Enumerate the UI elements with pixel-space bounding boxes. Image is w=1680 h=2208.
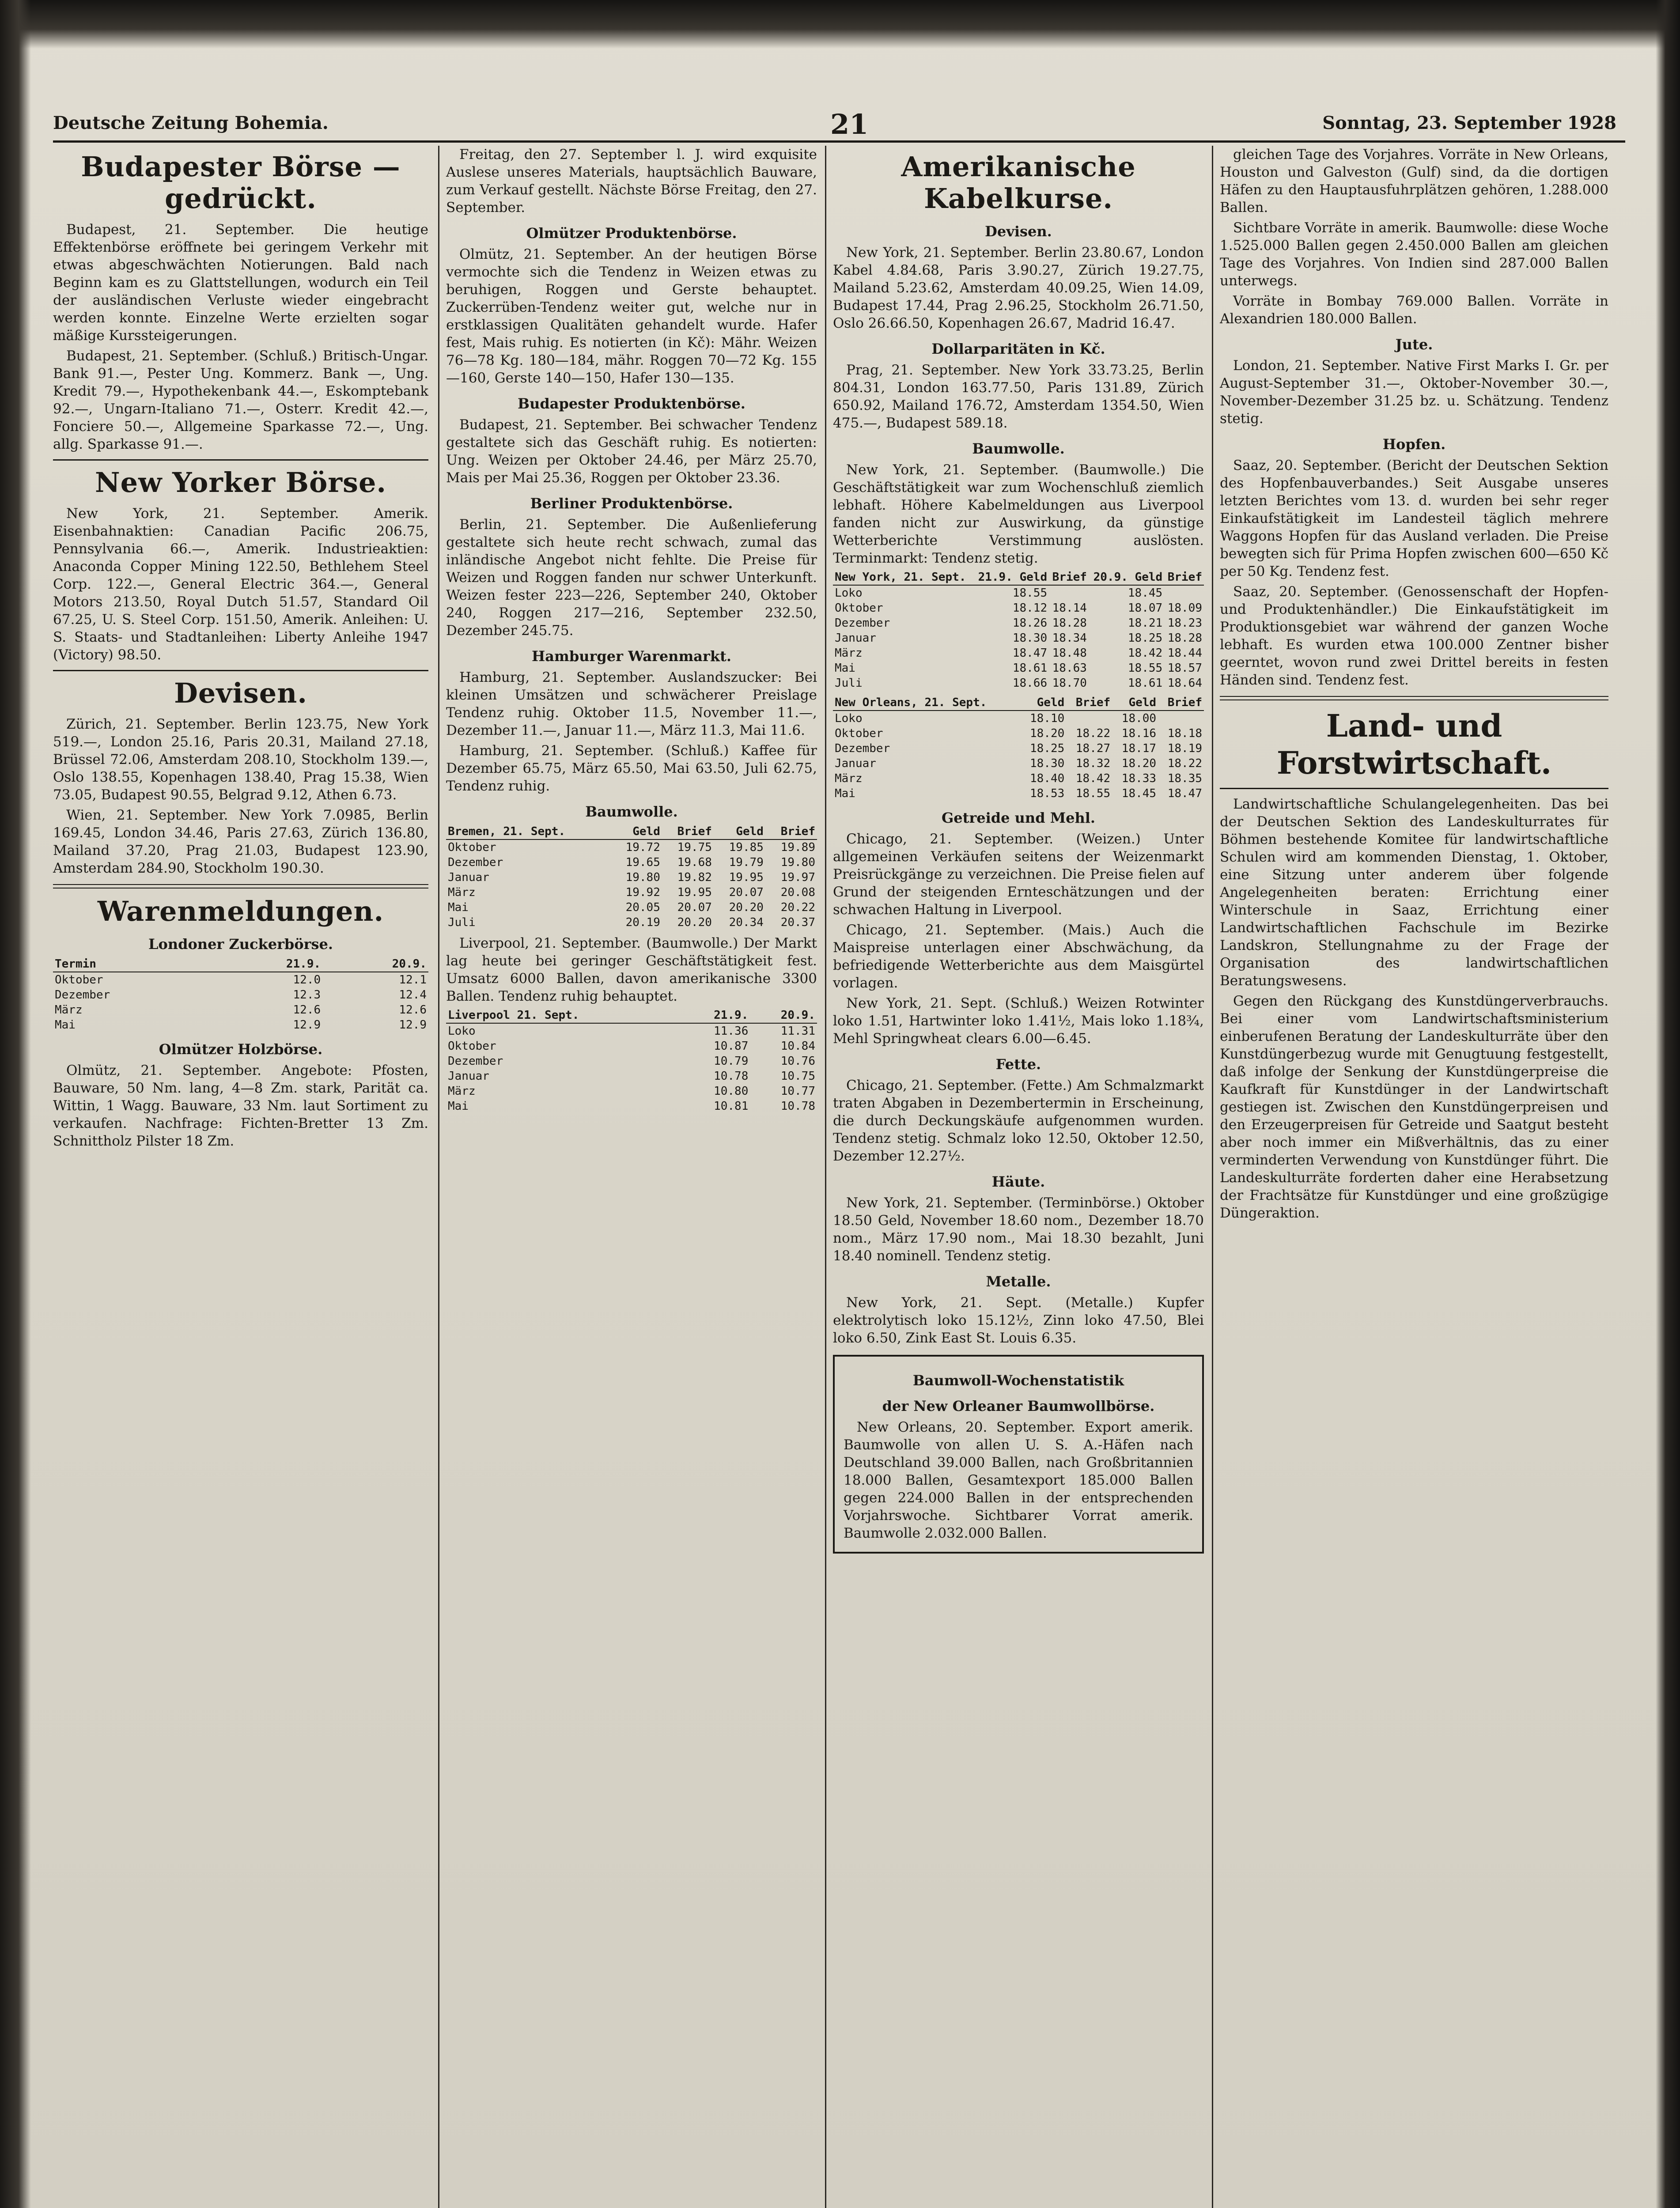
table-cell [1066, 711, 1112, 726]
table-header: Brief [1049, 570, 1089, 585]
table-row [833, 771, 1204, 786]
section-heading: Land- und Forstwirtschaft. [1276, 707, 1552, 781]
table-row [833, 741, 1204, 756]
table-header: 21.9. [216, 957, 322, 972]
table-cell: 18.22 [1167, 757, 1202, 770]
article-paragraph: New York, 21. Sept. (Schluß.) Weizen Rotwinter loko 1.51, Hartwinter loko 1.41½, Mais loko 1.18¾, Mehl Springwheat clears 6.00—6.45. [833, 995, 1204, 1047]
subsection-heading: Devisen. [985, 223, 1052, 240]
subsection-heading: Baumwolle. [972, 440, 1065, 457]
table-cell: 10.81 [714, 1100, 749, 1113]
table-row [833, 756, 1204, 771]
table-cell: Dezember [448, 1055, 503, 1068]
article-paragraph: Chicago, 21. September. (Fette.) Am Schmalzmarkt traten Abgaben in Dezembertermin in Erscheinung, die durch Deckungskäufe aufgenommen wurden. Tendenz stetig. Schmalz loko 12.50, Oktober 12.50, Dezember 12.27½. [833, 1078, 1204, 1164]
table-cell: 12.6 [399, 1003, 427, 1017]
table-cell: Mai [448, 1100, 469, 1113]
subsection-heading: Metalle. [986, 1273, 1051, 1290]
table-cell: 19.85 [729, 841, 764, 854]
table-row [833, 616, 1204, 631]
table-cell: 18.30 [1012, 631, 1048, 645]
table-header: Geld [1112, 695, 1158, 711]
section-heading: New Yorker Börse. [95, 466, 386, 499]
table-header: 20.9. [750, 1008, 817, 1023]
subsection-heading: Berliner Produktenbörse. [530, 495, 733, 512]
table-cell: 11.31 [780, 1025, 815, 1038]
table-row [446, 870, 817, 885]
table-row [53, 1002, 428, 1017]
table-cell: 20.05 [625, 901, 660, 914]
table-row [446, 1039, 817, 1054]
table-cell: 18.10 [1029, 712, 1065, 725]
table-cell: Oktober [448, 1040, 496, 1053]
table-cell: 20.08 [780, 886, 815, 899]
table-row [446, 900, 817, 915]
table-cell: 12.9 [293, 1018, 321, 1032]
table-cell: 18.64 [1167, 677, 1202, 690]
column-rule [825, 146, 826, 2208]
section-heading: Amerikanische Kabelkurse. [901, 151, 1136, 215]
table-header: Termin [53, 957, 216, 972]
section-heading: Warenmeldungen. [97, 895, 384, 927]
article-paragraph: Landwirtschaftliche Schulangelegenheiten. Das bei der Deutschen Sektion des Landeskulturrates für Böhmen bestehende Komitee für landwirtschaftliche Schulen wird am kommenden Dienstag, 1. Oktober, eine Sitzung unter anderem über folgende Angelegenheiten beraten: Errichtung einer Winterschule in Saaz, Errichtung einer Landwirtschaftlichen Fachschule im Bezirke Landskron, Stellungnahme zu der Frage der Organisation des landwirtschaftlichen Beratungswesens. [1220, 796, 1608, 989]
table-cell: 18.42 [1075, 772, 1111, 785]
table-cell: 12.3 [293, 988, 321, 1002]
table-cell: Mai [835, 662, 855, 675]
article-paragraph: Zürich, 21. September. Berlin 123.75, New York 519.—, London 25.16, Paris 20.31, Mailand 27.18, Brüssel 72.06, Amsterdam 208.10, Stockholm 139.—, Oslo 138.55, Kopenhagen 138.40, Prag 15.38, Wien 73.05, Budapest 90.55, Belgrad 9.12, Athen 6.73. [53, 716, 428, 803]
scan-edge-top [0, 0, 1680, 49]
table-cell: 19.97 [780, 871, 815, 884]
scan-edge-right [1656, 0, 1680, 2208]
table-cell: 18.48 [1052, 647, 1087, 660]
table-cell: 18.45 [1121, 787, 1157, 800]
subsection-heading: Dollarparitäten in Kč. [931, 340, 1105, 357]
table-cell: 12.6 [293, 1003, 321, 1017]
table-cell: 11.36 [714, 1025, 749, 1038]
scan-edge-left [0, 0, 31, 2208]
table-row [833, 786, 1204, 801]
table-cell: 12.9 [399, 1018, 427, 1032]
article-paragraph: Chicago, 21. September. (Mais.) Auch die Maispreise unterlagen einer Abschwächung, da befriedigende Wetterberichte aus dem Maisgürtel vorlagen. [833, 922, 1204, 991]
table-cell: 20.34 [729, 916, 764, 929]
table-cell: 20.22 [780, 901, 815, 914]
table-cell: 20.20 [677, 916, 712, 929]
table-header: Liverpool 21. Sept. [446, 1008, 683, 1023]
table-cell: Mai [448, 901, 469, 914]
table-cell: 18.55 [1128, 662, 1163, 675]
table-cell: 18.57 [1167, 662, 1202, 675]
table-row [446, 885, 817, 900]
table-cell: 10.84 [780, 1040, 815, 1053]
table-cell: 10.79 [714, 1055, 749, 1068]
masthead-title: Deutsche Zeitung Bohemia. [53, 113, 329, 133]
table-cell: 18.12 [1012, 601, 1048, 615]
table-cell [1158, 711, 1204, 726]
article-paragraph: Prag, 21. September. New York 33.73.25, Berlin 804.31, London 163.77.50, Paris 131.89, Zürich 650.92, Mailand 176.72, Amsterdam 1354.50, Wien 475.—, Budapest 589.18. [833, 362, 1204, 431]
table-cell: 18.28 [1052, 616, 1087, 630]
table-cell: 18.66 [1012, 677, 1048, 690]
cotton-table [446, 1008, 817, 1114]
article-paragraph: Vorräte in Bombay 769.000 Ballen. Vorräte in Alexandrien 180.000 Ballen. [1220, 293, 1608, 327]
table-cell: 18.40 [1029, 772, 1065, 785]
table-cell: 19.80 [780, 856, 815, 869]
table-cell: 18.21 [1128, 616, 1163, 630]
divider [53, 670, 428, 671]
table-cell: 18.61 [1128, 677, 1163, 690]
table-cell: 19.92 [625, 886, 660, 899]
table-cell: 18.44 [1167, 647, 1202, 660]
box-title: Baumwoll-Wochenstatistik [912, 1372, 1124, 1389]
table-cell: 18.32 [1075, 757, 1111, 770]
table-row [833, 601, 1204, 616]
table-cell: Januar [448, 871, 489, 884]
table-cell: 20.07 [677, 901, 712, 914]
table-cell: Dezember [835, 742, 890, 755]
table-cell: 20.07 [729, 886, 764, 899]
article-paragraph: Hamburg, 21. September. Auslandszucker: Bei kleinen Umsätzen und schwächerer Preislage Tendenz ruhig. Oktober 11.5, November 11.—, Dezember 11.—, Januar 11.—, März 11.3, Mai 11.6. [446, 669, 817, 738]
table-row [446, 1023, 817, 1039]
page-number: 21 [830, 108, 869, 140]
table-row [833, 631, 1204, 646]
table-cell: 12.1 [399, 973, 427, 987]
article-paragraph: Hamburg, 21. September. (Schluß.) Kaffee für Dezember 65.75, März 65.50, Mai 63.50, Juli 62.75, Tendenz ruhig. [446, 743, 817, 794]
article-paragraph: Olmütz, 21. September. An der heutigen Börse vermochte sich die Tendenz in Weizen etwas zu beruhigen, Roggen und Gerste behauptet. Zuckerrüben-Tendenz weiter gut, welche nur in erstklassigen Qualitäten gehandelt wurde. Hafer fest, Mais ruhig. Es notierten (in Kč): Mähr. Weizen 76—78 Kg. 180—184, mähr. Roggen 70—72 Kg. 155—160, Gerste 140—150, Hafer 130—135. [446, 246, 817, 386]
table-cell: Januar [448, 1070, 489, 1083]
table-row [446, 855, 817, 870]
table-row [53, 1017, 428, 1032]
table-cell: Oktober [448, 841, 496, 854]
table-cell: 18.16 [1121, 727, 1157, 740]
table-cell: 10.76 [780, 1055, 815, 1068]
table-row [446, 915, 817, 930]
article-paragraph: Budapest, 21. September. Die heutige Effektenbörse eröffnete bei geringem Verkehr mit etwas abgeschwächten Notierungen. Bald nach Beginn kam es zu Glattstellungen, wodurch ein Teil der ausländischen Verluste wieder eingebracht werden konnte. Einzelne Werte erzielten sogar mäßige Kurssteigerungen. [53, 222, 428, 344]
table-row [833, 585, 1204, 601]
column-1 [53, 146, 428, 1153]
subsection-heading: Londoner Zuckerbörse. [148, 936, 333, 953]
table-cell: 10.80 [714, 1085, 749, 1098]
cotton-table [833, 695, 1204, 801]
table-cell: Juli [448, 916, 476, 929]
table-cell: 18.27 [1075, 742, 1111, 755]
article-paragraph: Budapest, 21. September. Bei schwacher Tendenz gestaltete sich das Geschäft ruhig. Es notierten: Ung. Weizen per Oktober 24.46, per März 25.70, Mais per Mai 25.36, Roggen per Oktober 23.36. [446, 417, 817, 486]
table-cell: 10.78 [780, 1100, 815, 1113]
section-heading: Devisen. [174, 677, 307, 709]
table-header: 21.9. Geld [973, 570, 1049, 585]
table-row [446, 1054, 817, 1069]
column-3 [833, 146, 1204, 1561]
cotton-table [833, 570, 1204, 691]
table-cell: 18.53 [1029, 787, 1065, 800]
table-cell: 12.4 [399, 988, 427, 1002]
subsection-heading: Olmützer Produktenbörse. [526, 225, 737, 242]
table-cell: 18.55 [1075, 787, 1111, 800]
table-header: Bremen, 21. Sept. [446, 824, 610, 839]
table-cell: 18.17 [1121, 742, 1157, 755]
table-header: 20.9. [322, 957, 428, 972]
article-paragraph: Sichtbare Vorräte in amerik. Baumwolle: diese Woche 1.525.000 Ballen gegen 2.450.000 Ballen am gleichen Tage des Vorjahres. Von Indien sind 287.000 Ballen unterwegs. [1220, 220, 1608, 289]
statistics-box [833, 1355, 1204, 1554]
table-header: 21.9. [683, 1008, 750, 1023]
subsection-heading: Baumwolle. [585, 803, 678, 820]
article-paragraph: Berlin, 21. September. Die Außenlieferung gestaltete sich heute recht schwach, zumal das inländische Angebot nicht fehlte. Die Preise für Weizen und Roggen fanden nur schwer Unterkunft. Weizen fester 223—226, September 240, Oktober 240, Roggen 217—216, September 232.50, Dezember 245.75. [446, 517, 817, 639]
article-paragraph: New Orleans, 20. September. Export amerik. Baumwolle von allen U. S. A.-Häfen nach Deutschland 39.000 Ballen, nach Großbritannien 18.000 Ballen, Gesamtexport 185.000 Ballen gegen 224.000 Ballen in der entsprechenden Vorjahrswoche. Sichtbarer Vorrat amerik. Baumwolle 2.032.000 Ballen. [844, 1419, 1193, 1541]
table-cell: 18.20 [1029, 727, 1065, 740]
article-paragraph: New York, 21. September. Amerik. Eisenbahnaktien: Canadian Pacific 206.75, Pennsylvania 66.—, Amerik. Industrieaktien: Anaconda Copper Mining 122.50, Bethlehem Steel Corp. 122.—, General Electric 364.—, General Motors 213.50, Royal Dutch 51.57, Standard Oil 67.25, U. S. Steel Corp. 151.50, Amerik. Anleihen: U. S. Staats- und Stadtanleihen: Liberty Anleihe 1947 (Victory) 98.50. [53, 506, 428, 663]
table-cell: 18.35 [1167, 772, 1202, 785]
article-paragraph: Chicago, 21. September. (Weizen.) Unter allgemeinen Verkäufen seitens der Weizenmarkt Preisrückgänge zu verzeichnen. Die Preise fielen auf Grund der steigenden Ernteschätzungen und der schwachen Haltung in Liverpool. [833, 831, 1204, 918]
table-header: Brief [662, 824, 714, 839]
table-header: Geld [714, 824, 765, 839]
subsection-heading: Getreide und Mehl. [941, 809, 1096, 826]
article-paragraph: London, 21. September. Native First Marks I. Gr. per August-September 31.—, Oktober-November 30.—, November-Dezember 31.25 bz. u. Schätzung. Tendenz stetig. [1220, 358, 1608, 427]
article-paragraph: Saaz, 20. September. (Bericht der Deutschen Sektion des Hopfenbauverbandes.) Seit Ausgabe unseres letzten Berichtes vom 13. d. wurden bei sehr reger Einkaufstätigkeit im Landesteil täglich mehrere Waggons Hopfen für das Ausland verladen. Die Preise bewegten sich für Prima Hopfen zwischen 600—650 Kč per 50 Kg. Tendenz fest. [1220, 457, 1608, 579]
subsection-heading: Olmützer Holzbörse. [159, 1041, 323, 1058]
table-cell: 18.09 [1167, 601, 1202, 615]
table-cell: 18.25 [1128, 631, 1163, 645]
table-cell: März [448, 886, 476, 899]
table-cell: Januar [835, 631, 876, 645]
table-row [833, 661, 1204, 676]
table-header: Geld [610, 824, 662, 839]
table-cell: März [448, 1085, 476, 1098]
table-cell: 19.82 [677, 871, 712, 884]
table-cell: 18.42 [1128, 647, 1163, 660]
table-cell: 18.00 [1121, 712, 1157, 725]
table-cell: März [835, 647, 863, 660]
table-cell: März [835, 772, 863, 785]
table-cell: 18.20 [1121, 757, 1157, 770]
subsection-heading: Fette. [995, 1056, 1041, 1073]
article-paragraph: Freitag, den 27. September l. J. wird exquisite Auslese unseres Materials, hauptsächlich Bauware, zum Verkauf gestellt. Nächste Börse Freitag, den 27. September. [446, 147, 817, 216]
table-cell: 19.89 [780, 841, 815, 854]
article-paragraph: Gegen den Rückgang des Kunstdüngerverbrauchs. Bei einer vom Landwirtschaftsministerium einberufenen Beratung der Landeskulturräte über den Kunstdüngerbezug wurde mit Genugtuung festgestellt, daß infolge der Senkung der Kunstdüngerpreise die Kaufkraft für Kunstdünger in der Landwirtschaft gestiegen ist. Zwischen den Kunstdüngerpreisen und den Erzeugerpreisen für Getreide und Saatgut besteht aber noch immer ein Mißverhältnis, das zu einer verminderten Verwendung von Kunstdünger führt. Die Landeskulturräte forderten daher eine Herabsetzung der Frachtsätze für Kunstdünger und eine großzügige Düngeraktion. [1220, 993, 1608, 1221]
table-header: Brief [1164, 570, 1204, 585]
header-rule [53, 140, 1625, 143]
table-cell: 10.75 [780, 1070, 815, 1083]
table-row [833, 711, 1204, 726]
table-cell: 19.65 [625, 856, 660, 869]
table-cell: 18.34 [1052, 631, 1087, 645]
article-paragraph: New York, 21. September. (Terminbörse.) Oktober 18.50 Geld, November 18.60 nom., Dezember 18.70 nom., März 17.90 nom., Mai 18.30 bezahlt, Juni 18.40 nominell. Tendenz stetig. [833, 1195, 1204, 1264]
divider [53, 884, 428, 888]
table-cell: 18.61 [1012, 662, 1048, 675]
table-cell: 20.37 [780, 916, 815, 929]
table-cell: 19.80 [625, 871, 660, 884]
table-row [833, 726, 1204, 741]
table-cell: 18.70 [1052, 677, 1087, 690]
article-paragraph: Olmütz, 21. September. Angebote: Pfosten, Bauware, 50 Nm. lang, 4—8 Zm. stark, Parität ca. Wittin, 1 Wagg. Bauware, 33 Nm. laut Sortiment zu verkaufen. Nachfrage: Fichten-Bretter 13 Zm. Schnittholz Pilster 18 Zm. [53, 1062, 428, 1149]
table-cell: 18.26 [1012, 616, 1048, 630]
table-cell: 18.33 [1121, 772, 1157, 785]
price-table [53, 957, 428, 1032]
table-cell: Januar [835, 757, 876, 770]
table-row [833, 646, 1204, 661]
table-row [446, 1084, 817, 1099]
table-cell: 18.22 [1075, 727, 1111, 740]
table-cell: Oktober [835, 601, 883, 615]
table-cell: 20.19 [625, 916, 660, 929]
article-paragraph: Wien, 21. September. New York 7.0985, Berlin 169.45, London 34.46, Paris 27.63, Zürich 136.80, Mailand 37.20, Prag 21.03, Budapest 123.90, Amsterdam 284.90, Stockholm 190.30. [53, 807, 428, 876]
table-header: New York, 21. Sept. [833, 570, 973, 585]
table-cell: 19.75 [677, 841, 712, 854]
table-cell: 18.23 [1167, 616, 1202, 630]
column-rule [1212, 146, 1213, 2208]
table-cell: Loko [835, 712, 863, 725]
column-rule [438, 146, 439, 2208]
subsection-heading: Hamburger Warenmarkt. [532, 648, 731, 665]
table-cell: 10.77 [780, 1085, 815, 1098]
table-cell: 12.0 [293, 973, 321, 987]
divider [1220, 788, 1608, 789]
box-subtitle: der New Orleaner Baumwollbörse. [882, 1398, 1155, 1414]
article-paragraph: New York, 21. September. Berlin 23.80.67, London Kabel 4.84.68, Paris 3.90.27, Zürich 19.27.75, Mailand 5.23.62, Amsterdam 40.09.25, Wien 14.09, Budapest 17.44, Prag 2.96.25, Stockholm 26.71.50, Oslo 26.66.50, Kopenhagen 26.67, Madrid 16.47. [833, 245, 1204, 331]
table-header: 20.9. Geld [1089, 570, 1164, 585]
table-cell: 10.87 [714, 1040, 749, 1053]
table-cell: 19.79 [729, 856, 764, 869]
table-cell: 10.78 [714, 1070, 749, 1083]
table-header: Brief [765, 824, 817, 839]
table-cell: 19.68 [677, 856, 712, 869]
table-row [53, 972, 428, 987]
article-paragraph: Liverpool, 21. September. (Baumwolle.) Der Markt lag heute bei geringer Geschäftstätigkeit fest. Umsatz 6000 Ballen, davon amerikanische 3300 Ballen. Tendenz ruhig behauptet. [446, 935, 817, 1004]
subsection-heading: Budapester Produktenbörse. [518, 395, 745, 412]
table-cell: Oktober [835, 727, 883, 740]
table-cell: 18.28 [1167, 631, 1202, 645]
table-row [446, 1099, 817, 1114]
table-cell: Juli [835, 677, 863, 690]
table-cell: Oktober [55, 973, 103, 987]
subsection-heading: Jute. [1395, 336, 1433, 353]
table-cell [1164, 585, 1204, 601]
table-header: Brief [1066, 695, 1112, 711]
divider [53, 459, 428, 461]
column-2 [446, 146, 817, 1118]
table-header: Brief [1158, 695, 1204, 711]
table-cell: 19.95 [677, 886, 712, 899]
table-row [833, 676, 1204, 691]
table-cell: Dezember [448, 856, 503, 869]
table-row [446, 1069, 817, 1084]
column-4 [1220, 146, 1608, 1225]
subsection-heading: Häute. [991, 1173, 1045, 1190]
article-paragraph: New York, 21. Sept. (Metalle.) Kupfer elektrolytisch loko 15.12½, Zinn loko 47.50, Blei loko 6.50, Zink East St. Louis 6.35. [833, 1295, 1204, 1346]
table-cell: 19.95 [729, 871, 764, 884]
table-cell: Loko [835, 586, 863, 600]
table-header: Geld [1020, 695, 1066, 711]
table-cell: 18.19 [1167, 742, 1202, 755]
article-paragraph: Saaz, 20. September. (Genossenschaft der Hopfen- und Produktenhändler.) Die Einkaufstätigkeit im Produktionsgebiet war während der ganzen Woche lebhaft. Es wurden etwa 100.000 Zentner bisher geerntet, wovon rund zwei Drittel bereits in festen Händen sind. Tendenz fest. [1220, 584, 1608, 688]
table-cell: Loko [448, 1025, 476, 1038]
table-cell: 18.47 [1012, 647, 1048, 660]
section-heading: Budapester Börse — gedrückt. [81, 151, 401, 215]
article-paragraph: Budapest, 21. September. (Schluß.) Britisch-Ungar. Bank 91.—, Pester Ung. Kommerz. Bank —, Ung. Kredit 79.—, Hypothekenbank 44.—, Eskomptebank 92.—, Ungarn-Italiano 71.—, Osterr. Kredit 42.—, Fonciere 50.—, Allgemeine Sparkasse 72.—, Ung. allg. Sparkasse 91.—. [53, 348, 428, 452]
table-row [446, 839, 817, 855]
table-cell: 18.18 [1167, 727, 1202, 740]
table-cell: 18.63 [1052, 662, 1087, 675]
subsection-heading: Hopfen. [1382, 436, 1446, 453]
article-paragraph: gleichen Tage des Vorjahres. Vorräte in New Orleans, Houston und Galveston (Gulf) sind, da die dortigen Häfen zu den Hauptausfuhrplätzen gehören, 1.288.000 Ballen. [1220, 147, 1608, 216]
table-cell [1049, 585, 1089, 601]
table-cell: 18.55 [1012, 586, 1048, 600]
table-cell: Mai [835, 787, 855, 800]
table-header: New Orleans, 21. Sept. [833, 695, 1020, 711]
page-header [53, 108, 1616, 139]
table-cell: 20.20 [729, 901, 764, 914]
divider [1220, 696, 1608, 700]
table-cell: 18.07 [1128, 601, 1163, 615]
table-cell: Dezember [835, 616, 890, 630]
article-paragraph: New York, 21. September. (Baumwolle.) Die Geschäftstätigkeit war zum Wochenschluß ziemlich lebhaft. Höhere Kabelmeldungen aus Liverpool fanden nicht zur Auswirkung, da günstige Wetterberichte Verstimmung auslösten. Terminmarkt: Tendenz stetig. [833, 462, 1204, 566]
table-cell: 18.25 [1029, 742, 1065, 755]
table-cell: Mai [55, 1018, 76, 1032]
table-cell: 18.30 [1029, 757, 1065, 770]
table-cell: 18.47 [1167, 787, 1202, 800]
table-cell: März [55, 1003, 83, 1017]
table-cell: 18.14 [1052, 601, 1087, 615]
issue-date: Sonntag, 23. September 1928 [1322, 113, 1616, 133]
table-cell: 18.45 [1128, 586, 1163, 600]
table-cell: Dezember [55, 988, 110, 1002]
cotton-table [446, 824, 817, 930]
table-cell: 19.72 [625, 841, 660, 854]
table-row [53, 987, 428, 1002]
